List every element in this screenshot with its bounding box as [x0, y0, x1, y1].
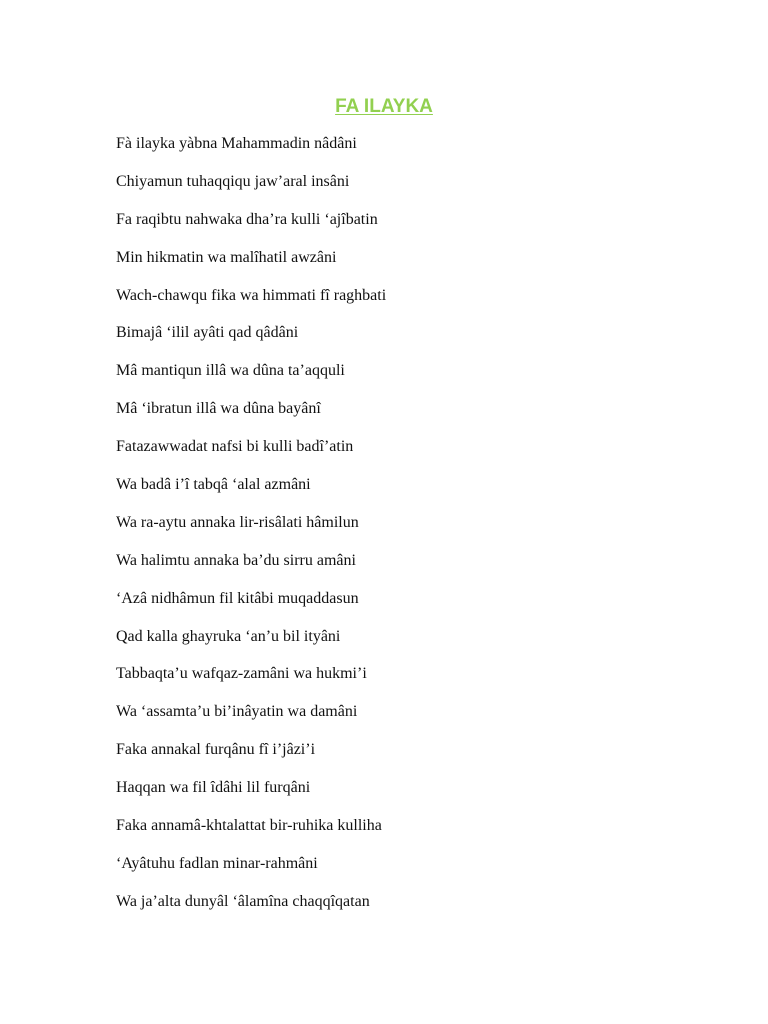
poem-line: Fà ilayka yàbna Mahammadin nâdâni: [116, 135, 357, 152]
poem-title: FA ILAYKA: [335, 96, 433, 117]
poem-line: Faka annamâ-khtalattat bir-ruhika kulliha: [116, 817, 382, 835]
poem-line: Fa raqibtu nahwaka dha’ra kulli ‘ajîbatin: [116, 210, 378, 228]
poem-line: Tabbaqta’u wafqaz-zamâni wa hukmi’i: [116, 665, 367, 683]
poem-line: Wach-chawqu fika wa himmati fî raghbati: [116, 286, 387, 304]
poem-line: Chiyamun tuhaqqiqu jaw’aral insâni: [116, 172, 350, 190]
poem-lines: [116, 134, 386, 930]
poem-line: ‘Azâ nidhâmun fil kitâbi muqaddasun: [116, 589, 359, 607]
poem-line: Qad kalla ghayruka ‘an’u bil ityâni: [116, 627, 341, 645]
poem-line: Bimajâ ‘ilil ayâti qad qâdâni: [116, 324, 299, 342]
poem-line: Wa ja’alta dunyâl ‘âlamîna chaqqîqatan: [116, 892, 370, 910]
poem-line: Min hikmatin wa malîhatil awzâni: [116, 248, 337, 266]
poem-line: Wa ra-aytu annaka lir-risâlati hâmilun: [116, 513, 359, 531]
poem-line: Wa halimtu annaka ba’du sirru amâni: [116, 551, 356, 569]
poem-line: Wa badâ i’î tabqâ ‘alal azmâni: [116, 476, 311, 494]
poem-line: Mâ mantiqun illâ wa dûna ta’aqquli: [116, 362, 345, 380]
poem-line: Faka annakal furqânu fî i’jâzi’i: [116, 741, 316, 759]
poem-line: Wa ‘assamta’u bi’inâyatin wa damâni: [116, 703, 358, 721]
poem-line: Haqqan wa fil îdâhi lil furqâni: [116, 779, 311, 797]
poem-line: ‘Ayâtuhu fadlan minar-rahmâni: [116, 854, 318, 872]
poem-line: Fatazawwadat nafsi bi kulli badî’atin: [116, 438, 354, 456]
poem-line: Mâ ‘ibratun illâ wa dûna bayânî: [116, 400, 321, 418]
